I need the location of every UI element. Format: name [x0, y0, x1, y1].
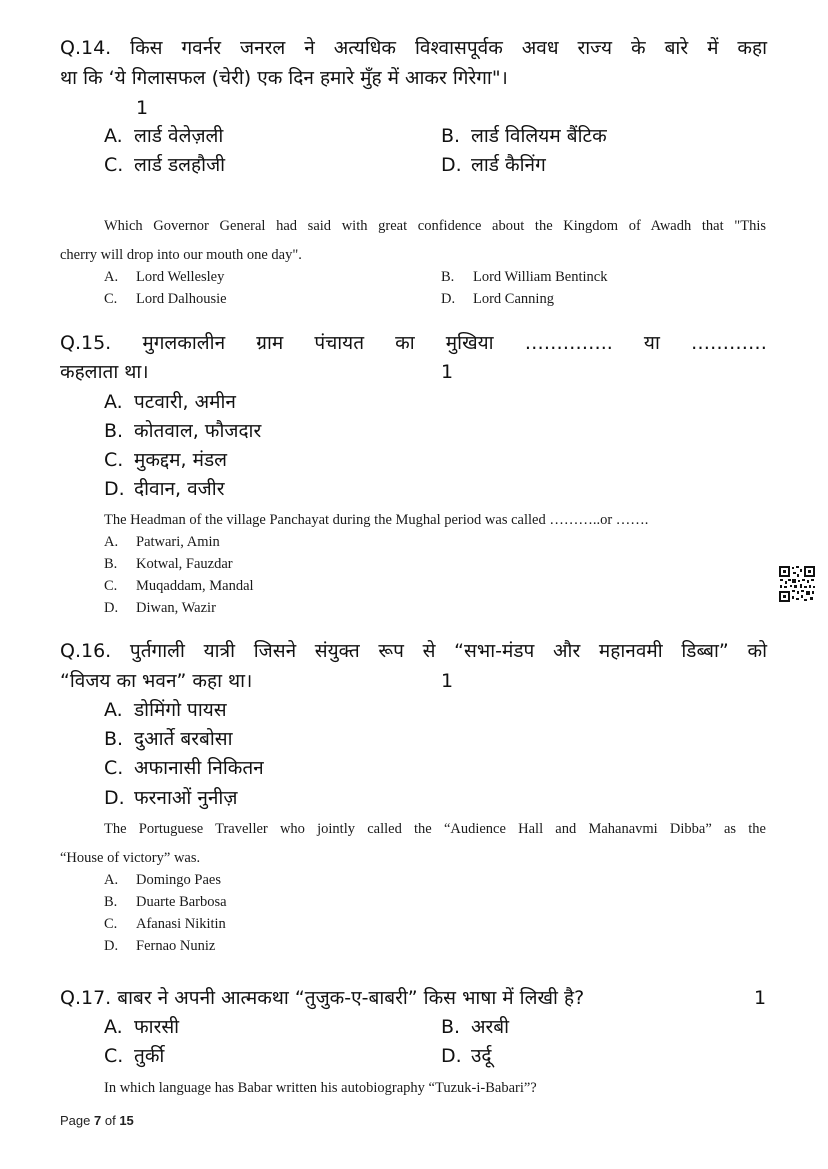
option-text: दीवान, वजीर: [134, 478, 225, 500]
option-text: Muqaddam, Mandal: [136, 578, 254, 594]
q15-hi-option-d: [104, 474, 224, 504]
q17-hi-option-d: [441, 1041, 492, 1071]
option-label: B.: [441, 269, 455, 285]
option-label: D.: [104, 600, 119, 616]
option-text: Lord Wellesley: [136, 269, 225, 285]
option-text: Lord William Bentinck: [473, 269, 608, 285]
q15-en-option-d: [104, 597, 216, 619]
option-label: C.: [104, 154, 124, 176]
option-text: Diwan, Wazir: [136, 600, 216, 616]
option-label: D.: [104, 787, 125, 809]
q17-hindi-line1: Q.17. बाबर ने अपनी आत्मकथा “तुजुक-ए-बाबरी” किस भाषा में लिखी है?: [60, 987, 585, 1009]
q14-english-line1: Which Governor General had said with great confidence about the Kingdom of Awadh that "This: [104, 218, 766, 234]
qr-code-graphic: [778, 565, 816, 603]
q15-hi-option-b: [104, 416, 261, 446]
q15-hi-option-a: [104, 387, 236, 417]
option-text: Lord Canning: [473, 291, 554, 307]
option-text: लार्ड कैनिंग: [471, 154, 546, 176]
q14-en-option-d: [441, 288, 554, 310]
q16-english-line1: The Portuguese Traveller who jointly called the “Audience Hall and Mahanavmi Dibba” as the: [104, 821, 766, 837]
q16-en-option-b: [104, 891, 227, 913]
q15-hindi-line1: Q.15. मुगलकालीन ग्राम पंचायत का मुखिया ………….. या …………: [60, 332, 767, 354]
option-label: C.: [104, 757, 124, 779]
page-footer: [60, 1113, 134, 1128]
option-label: A.: [104, 125, 123, 147]
option-text: लार्ड विलियम बैंटिक: [471, 125, 607, 147]
option-label: B.: [441, 125, 461, 147]
option-label: D.: [441, 1045, 462, 1067]
option-label: A.: [104, 872, 119, 888]
option-label: C.: [104, 449, 124, 471]
q17-hi-option-a: [104, 1012, 179, 1042]
q16-en-option-d: [104, 935, 215, 957]
q16-hindi-line2: “विजय का भवन” कहा था।: [60, 670, 253, 692]
option-label: C.: [104, 578, 118, 594]
q14-en-option-c: [104, 288, 227, 310]
q16-hi-option-d: [104, 783, 237, 813]
option-label: D.: [441, 291, 456, 307]
option-label: C.: [104, 1045, 124, 1067]
option-text: फारसी: [134, 1016, 180, 1038]
page-total: 15: [119, 1113, 134, 1128]
option-label: A.: [104, 269, 119, 285]
q15-marks: 1: [441, 361, 454, 383]
option-label: A.: [104, 699, 123, 721]
option-text: तुर्की: [134, 1045, 165, 1067]
option-label: B.: [104, 420, 124, 442]
option-label: C.: [104, 291, 118, 307]
q16-hi-option-b: [104, 724, 233, 754]
q16-hi-option-c: [104, 753, 264, 783]
q15-en-option-b: [104, 553, 233, 575]
q17-hi-option-b: [441, 1012, 509, 1042]
q15-en-option-c: [104, 575, 254, 597]
option-label: D.: [104, 478, 125, 500]
option-label: A.: [104, 534, 119, 550]
option-label: B.: [441, 1016, 461, 1038]
q14-marks: 1: [136, 97, 149, 119]
q15-english-line1: The Headman of the village Panchayat during the Mughal period was called ………..or …….: [104, 512, 649, 528]
option-label: D.: [104, 938, 119, 954]
option-label: A.: [104, 391, 123, 413]
option-label: B.: [104, 728, 124, 750]
q15-hi-option-c: [104, 445, 227, 475]
of-word: of: [104, 1113, 116, 1128]
option-label: B.: [104, 894, 118, 910]
option-text: Lord Dalhousie: [136, 291, 227, 307]
q16-en-option-c: [104, 913, 226, 935]
q16-hi-option-a: [104, 695, 227, 725]
option-text: कोतवाल, फौजदार: [134, 420, 262, 442]
option-text: अरबी: [471, 1016, 510, 1038]
option-text: फरनाओं नुनीज़: [134, 787, 238, 809]
page-number: 7: [94, 1113, 102, 1128]
q14-hindi-line1: Q.14. किस गवर्नर जनरल ने अत्यधिक विश्वासपूर्वक अवध राज्य के बारे में कहा: [60, 37, 767, 59]
q15-en-option-a: [104, 531, 220, 553]
q17-marks: 1: [754, 987, 767, 1009]
option-text: लार्ड वेलेज़ली: [134, 125, 224, 147]
option-label: C.: [104, 916, 118, 932]
q14-en-option-b: [441, 266, 607, 288]
option-text: Kotwal, Fauzdar: [136, 556, 233, 572]
q17-english-line1: In which language has Babar written his autobiography “Tuzuk-i-Babari”?: [104, 1080, 537, 1096]
q14-hi-option-b: [441, 121, 607, 151]
q14-en-option-a: [104, 266, 224, 288]
option-text: लार्ड डलहौजी: [134, 154, 226, 176]
option-text: दुआर्ते बरबोसा: [134, 728, 233, 750]
page-word: Page: [60, 1113, 91, 1128]
option-text: Duarte Barbosa: [136, 894, 227, 910]
q14-hi-option-a: [104, 121, 223, 151]
q14-english-line2: cherry will drop into our mouth one day".: [60, 247, 302, 263]
option-label: B.: [104, 556, 118, 572]
option-text: मुकद्दम, मंडल: [134, 449, 228, 471]
q14-hi-option-c: [104, 150, 225, 180]
q14-hi-option-d: [441, 150, 546, 180]
q16-hindi-line1: Q.16. पुर्तगाली यात्री जिसने संयुक्त रूप से “सभा-मंडप और महानवमी डिब्बा” को: [60, 640, 767, 662]
option-text: Fernao Nuniz: [136, 938, 216, 954]
option-text: Patwari, Amin: [136, 534, 220, 550]
option-label: A.: [104, 1016, 123, 1038]
q16-marks: 1: [441, 670, 454, 692]
option-text: अफानासी निकितन: [134, 757, 264, 779]
option-text: उर्दू: [471, 1045, 492, 1067]
q16-en-option-a: [104, 869, 221, 891]
option-text: पटवारी, अमीन: [134, 391, 236, 413]
q16-english-line2: “House of victory” was.: [60, 850, 201, 866]
option-label: D.: [441, 154, 462, 176]
q17-hi-option-c: [104, 1041, 164, 1071]
option-text: Afanasi Nikitin: [136, 916, 226, 932]
q15-hindi-line2: कहलाता था।: [60, 361, 149, 383]
q14-hindi-line2: था कि ‘ये गिलासफल (चेरी) एक दिन हमारे मुँह में आकर गिरेगा"।: [60, 67, 508, 89]
qr-code-icon: [778, 565, 816, 603]
option-text: Domingo Paes: [136, 872, 221, 888]
option-text: डोमिंगो पायस: [134, 699, 227, 721]
